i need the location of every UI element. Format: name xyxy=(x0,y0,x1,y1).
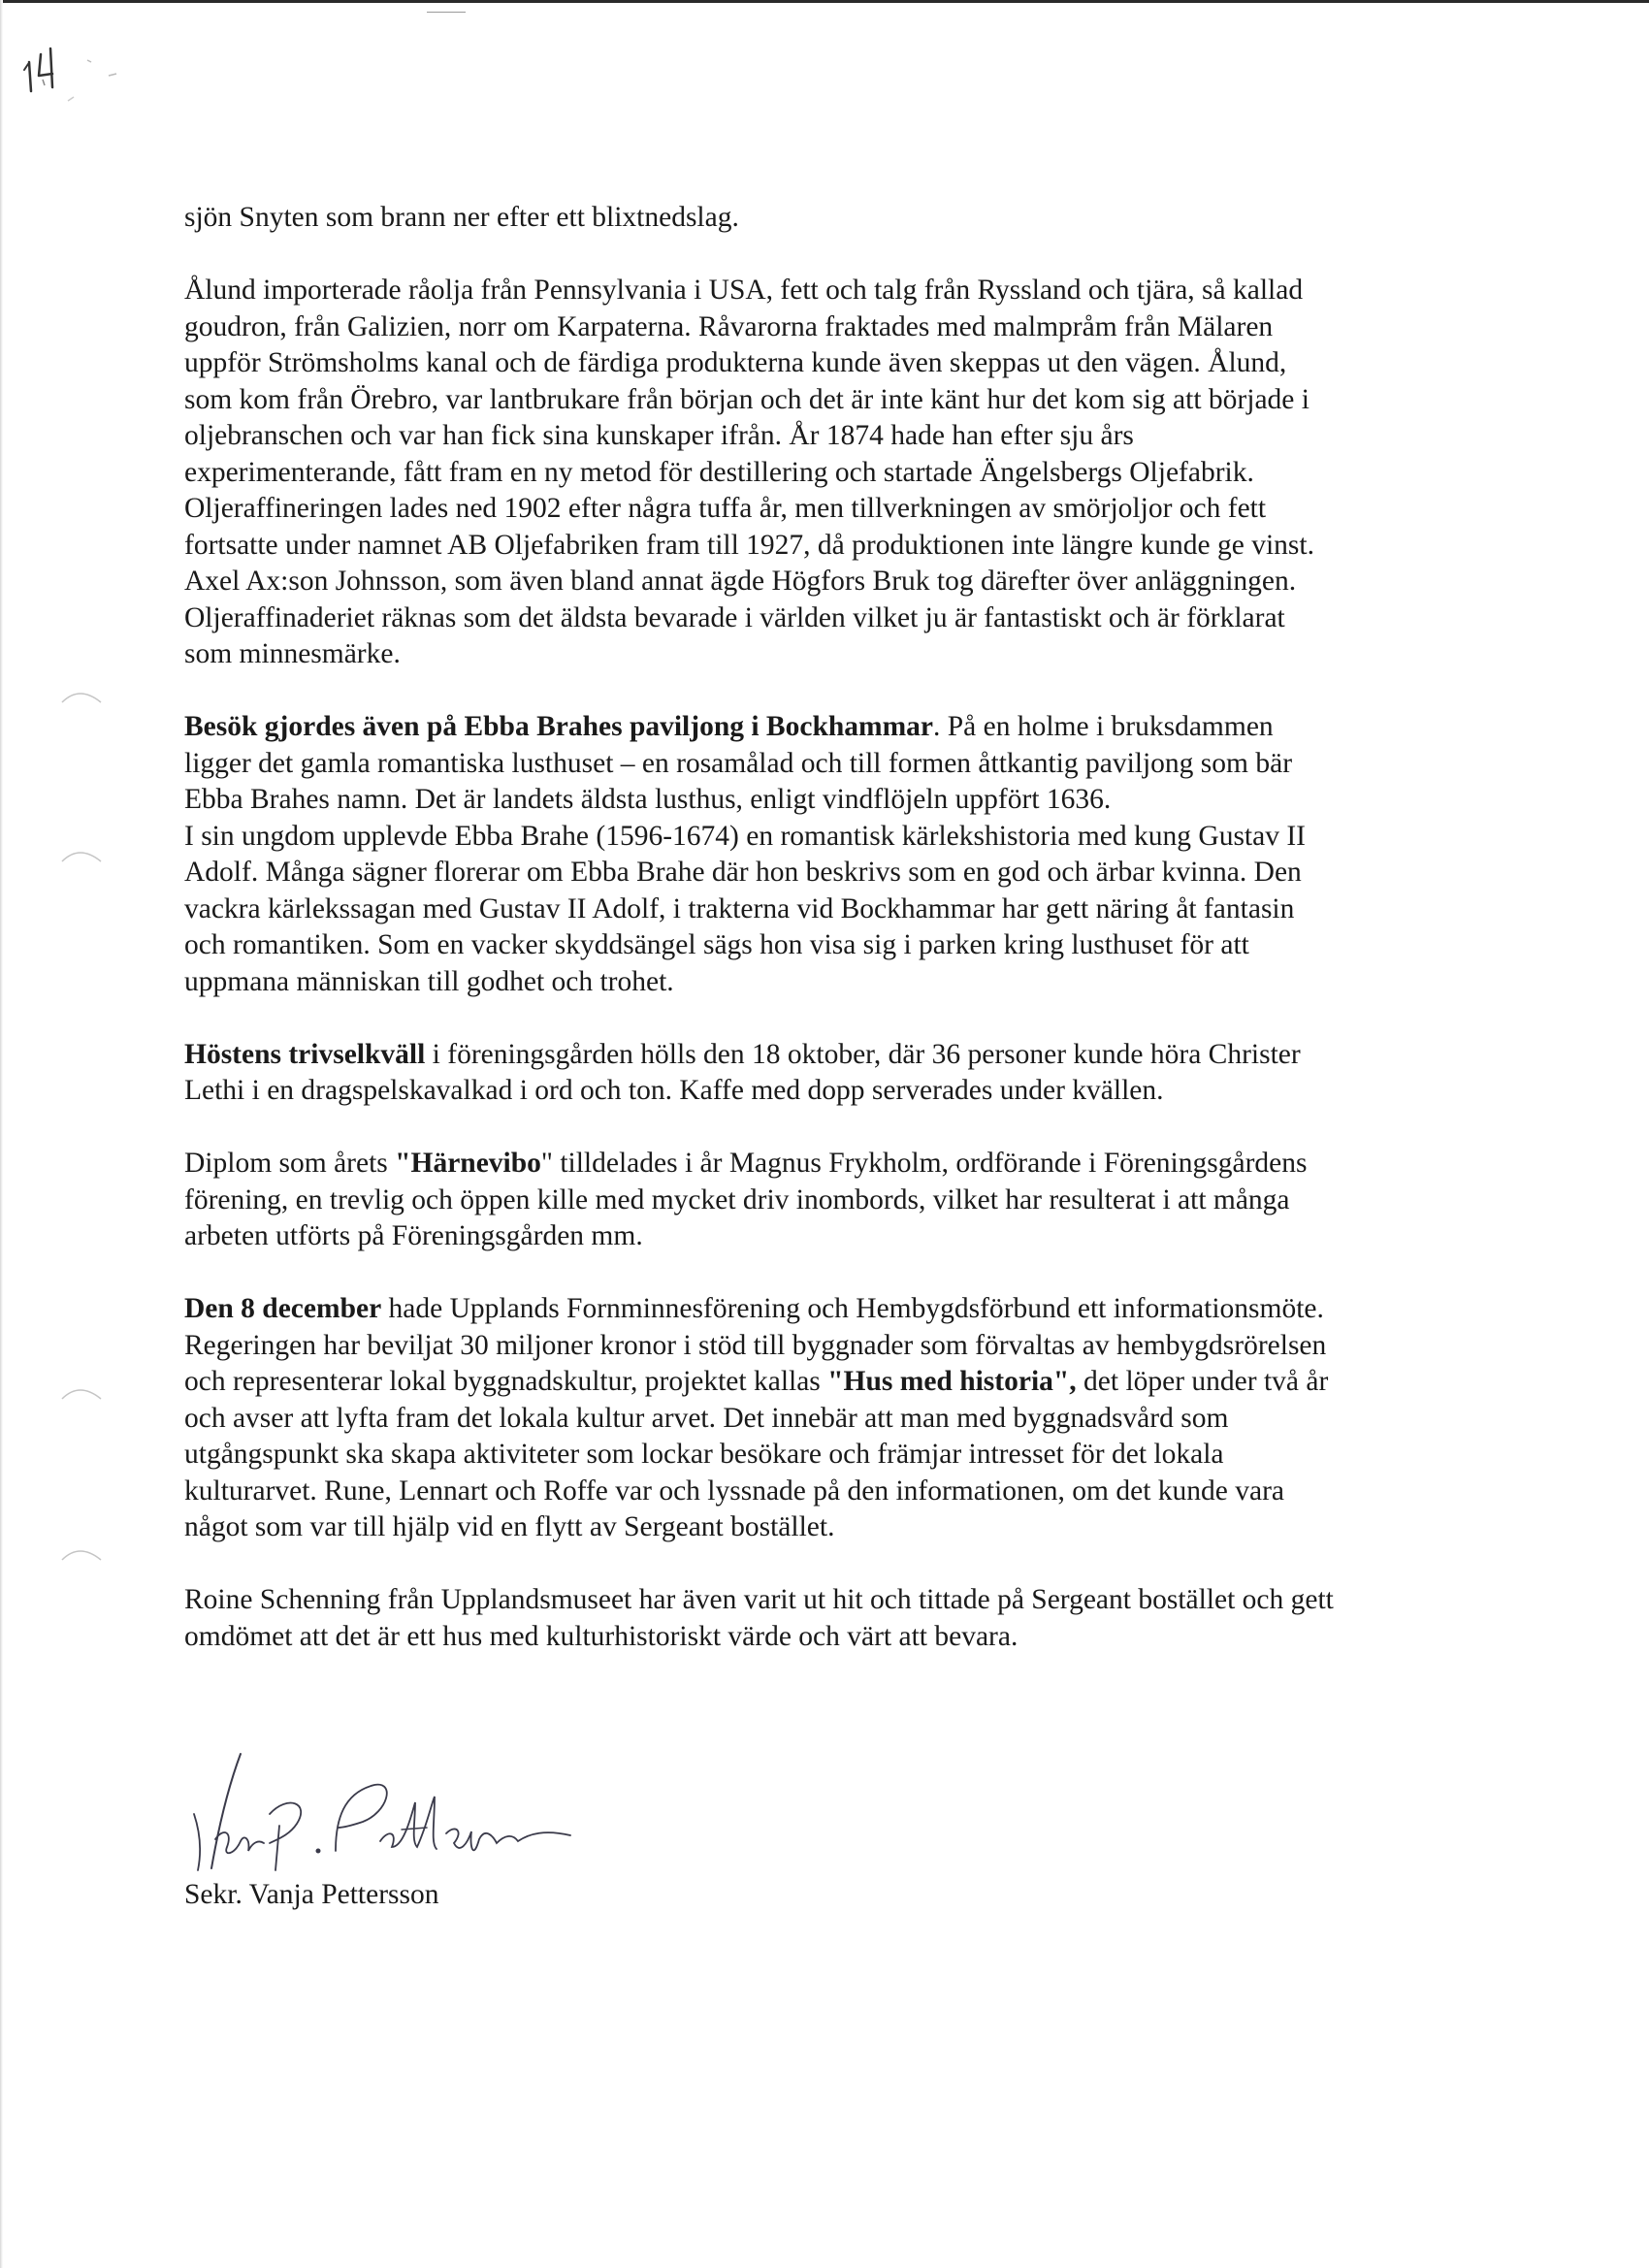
text-run: Ålund importerade råolja från Pennsylvania i USA, fett och talg från Ryssland och tjära, så kallad xyxy=(184,275,1304,306)
paragraph-p7 xyxy=(184,1582,1504,1655)
text-run: kulturarvet. Rune, Lennart och Roffe var och lyssnade på den informationen, om det kunde vara xyxy=(184,1474,1285,1507)
paragraph-p3 xyxy=(184,709,1504,1000)
text-run: något som var till hjälp vid en flytt av Sergeant bostället. xyxy=(184,1511,835,1542)
handwritten-signature xyxy=(173,1746,609,1877)
bold-text: "Härnevibo xyxy=(395,1148,541,1179)
text-run: ligger det gamla romantiska lusthuset – en rosamålad och till formen åttkantig paviljong som bär xyxy=(184,747,1293,779)
scan-artifact xyxy=(427,12,466,13)
text-run: och romantiken. Som en vacker skyddsängel sägs hon visa sig i parken kring lusthuset för att xyxy=(184,929,1249,960)
scan-top-edge xyxy=(0,0,1649,3)
bold-text: Höstens trivselkväll xyxy=(184,1038,426,1070)
scan-left-edge xyxy=(0,0,3,2268)
text-run: Lethi i en dragspelskavalkad i ord och ton. Kaffe med dopp serverades under kvällen. xyxy=(184,1075,1164,1106)
text-run: Regeringen har beviljat 30 miljoner kronor i stöd till byggnader som förvaltas av hembygdsrörelsen xyxy=(184,1329,1327,1361)
text-run: det löper under två år xyxy=(1076,1366,1329,1397)
paragraph-p5 xyxy=(184,1146,1504,1255)
paragraph-p2 xyxy=(184,273,1504,673)
handwritten-page-number xyxy=(19,41,136,109)
punch-hole-mark xyxy=(60,844,103,865)
text-run: Ebba Brahes namn. Det är landets äldsta lusthus, enligt vindflöjeln uppfört 1636. xyxy=(184,784,1112,815)
paragraph-p1 xyxy=(184,200,1504,237)
text-run: goudron, från Galizien, norr om Karpaterna. Råvarorna fraktades med malmpråm från Mälaren xyxy=(184,310,1274,342)
document-body xyxy=(184,200,1504,1655)
text-run: omdömet att det är ett hus med kulturhistoriskt värde och värt att bevara. xyxy=(184,1620,1018,1652)
text-run: uppför Strömsholms kanal och de färdiga produkterna kunde även skeppas ut den vägen. Ålund, xyxy=(184,347,1287,378)
text-run: Oljeraffinaderiet räknas som det äldsta bevarade i världen vilket ju är fantastiskt och är förklarat xyxy=(184,601,1285,633)
text-run: arbeten utförts på Föreningsgården mm. xyxy=(184,1220,643,1251)
text-run: sjön Snyten som brann ner efter ett blixtnedslag. xyxy=(184,202,739,233)
text-run: och avser att lyfta fram det lokala kultur arvet. Det innebär att man med byggnadsvård som xyxy=(184,1402,1229,1434)
paragraph-p6 xyxy=(184,1291,1504,1546)
text-run: förening, en trevlig och öppen kille med mycket driv inombords, vilket har resulterat i att många xyxy=(184,1183,1290,1215)
text-run: vackra kärlekssagan med Gustav II Adolf, i trakterna vid Bockhammar har gett näring åt fantasin xyxy=(184,892,1295,924)
text-run: oljebranschen och var han fick sina kunskaper ifrån. År 1874 hade han efter sju års xyxy=(184,420,1134,451)
text-run: utgångspunkt ska skapa aktiviteter som lockar besökare och främjar intresset för det lokala xyxy=(184,1439,1224,1470)
paragraph-p4 xyxy=(184,1037,1504,1110)
text-run: som minnesmärke. xyxy=(184,638,401,669)
text-run: Axel Ax:son Johnsson, som även bland annat ägde Högfors Bruk tog därefter över anläggningen. xyxy=(184,566,1297,597)
punch-hole-mark xyxy=(60,1542,103,1564)
text-run: som kom från Örebro, var lantbrukare från början och det är inte känt hur det kom sig att började i xyxy=(184,383,1310,415)
text-run: i föreningsgården hölls den 18 oktober, där 36 personer kunde höra Christer xyxy=(425,1038,1301,1070)
bold-text: Besök gjordes även på Ebba Brahes paviljong i Bockhammar xyxy=(184,711,933,742)
text-run: fortsatte under namnet AB Oljefabriken fram till 1927, då produktionen inte längre kunde ge vinst. xyxy=(184,529,1314,561)
text-run: Oljeraffineringen lades ned 1902 efter några tuffa år, men tillverkningen av smörjoljor och fett xyxy=(184,493,1267,524)
text-run: hade Upplands Fornminnesförening och Hembygdsförbund ett informationsmöte. xyxy=(381,1293,1324,1324)
text-run: " tilldelades i år Magnus Frykholm, ordförande i Föreningsgårdens xyxy=(540,1148,1308,1179)
text-run: Adolf. Många sägner florerar om Ebba Brahe där hon beskrivs som en god och ärbar kvinna. Den xyxy=(184,857,1302,888)
text-run: experimenterande, fått fram en ny metod för destillering och startade Ängelsbergs Oljefabrik. xyxy=(184,456,1254,488)
bold-text: Den 8 december xyxy=(184,1293,382,1324)
text-run: I sin ungdom upplevde Ebba Brahe (1596-1674) en romantisk kärlekshistoria med kung Gustav II xyxy=(184,820,1306,852)
text-run: Diplom som årets xyxy=(184,1148,396,1179)
text-run: och representerar lokal byggnadskultur, projektet kallas xyxy=(184,1366,828,1397)
signatory-name: Sekr. Vanja Pettersson xyxy=(184,1879,439,1910)
punch-hole-mark xyxy=(60,1381,103,1403)
punch-hole-mark xyxy=(60,685,103,706)
text-run: Roine Schenning från Upplandsmuseet har även varit ut hit och tittade på Sergeant bostället och gett xyxy=(184,1584,1334,1615)
bold-text: "Hus med historia", xyxy=(827,1366,1077,1397)
text-run: . På en holme i bruksdammen xyxy=(933,711,1274,742)
text-run: uppmana människan till godhet och trohet. xyxy=(184,965,674,997)
